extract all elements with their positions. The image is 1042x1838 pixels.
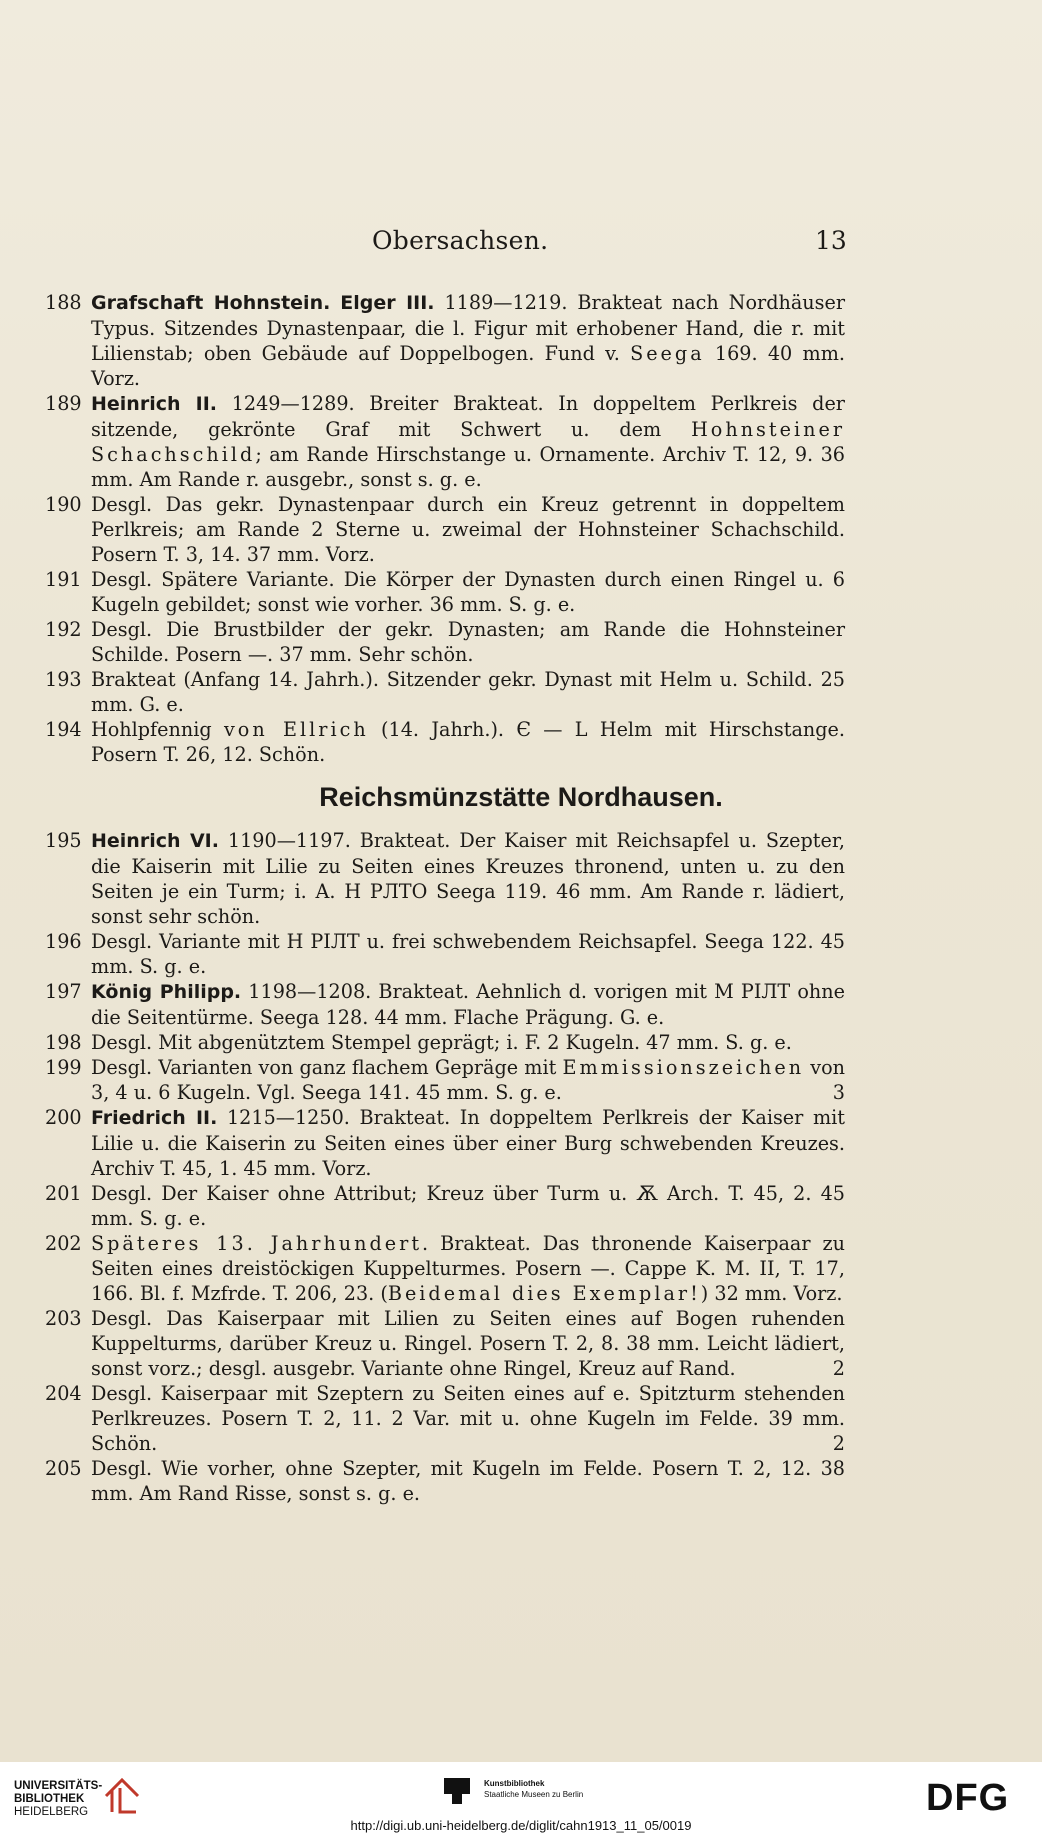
kunstbibliothek-label [484,1778,583,1800]
entry-text-rest-2: ) 32 mm. Vorz. [700,1282,843,1305]
entry-number: 195 [45,829,82,852]
kunstbibliothek-logo-icon [444,1778,470,1804]
entry-text: Desgl. Wie vorher, ohne Szepter, mit Kugeln im Felde. Posern T. 2, 12. 38 mm. Am Rand Risse, sonst s. g. e. [91,1457,845,1505]
entry-spaced-text-2: Beidemal dies Exemplar! [387,1282,701,1305]
kb-line2: Staatliche Museen zu Berlin [484,1790,584,1799]
entry-spaced-text: Hohnsteiner Schachschild [91,418,845,466]
entries-hohnstein [45,290,845,767]
ub-line1: UNIVERSITÄTS- [14,1780,103,1792]
entry-text: Desgl. Varianten von ganz flachem Gepräge mit [91,1056,563,1079]
catalog-entry [45,617,845,667]
entry-text: Desgl. Die Brustbilder der gekr. Dynasten; am Rande die Hohnsteiner Schilde. Posern —. 37 mm. Sehr schön. [91,618,845,666]
entry-text: Desgl. Variante mit H PIЛT u. frei schwebendem Reichsapfel. Seega 122. 45 mm. S. g. e. [91,930,845,978]
entry-text: Desgl. Der Kaiser ohne Attribut; Kreuz über Turm u. Ѫ Arch. T. 45, 2. 45 mm. S. g. e. [91,1182,845,1230]
entry-number: 204 [45,1382,82,1405]
entry-number: 189 [45,392,82,415]
entry-number: 188 [45,291,82,314]
footer-bar [0,1762,1042,1838]
entry-count: 2 [832,1357,845,1380]
entry-text-rest: (14. Jahrh.). Є — L Helm mit Hirschstange. Posern T. 26, 12. Schön. [91,718,845,766]
entry-number: 205 [45,1457,82,1480]
entry-number: 193 [45,668,82,691]
catalog-entry [45,717,845,767]
entry-text: Desgl. Kaiserpaar mit Szeptern zu Seiten eines auf e. Spitzturm stehenden Perlkreuzes. Posern T. 2, 11. 2 Var. mit u. ohne Kugeln im Felde. 39 mm. Schön. [91,1382,845,1455]
catalog-entry [45,1055,845,1105]
catalog-entry [45,1381,845,1456]
entry-text-rest: 169. 40 mm. Vorz. [91,342,845,390]
entry-number: 194 [45,718,82,741]
entry-number: 203 [45,1307,82,1330]
catalog-entry [45,391,845,492]
entry-text: 1249—1289. Breiter Brakteat. In doppeltem Perlkreis der sitzende, gekrönte Graf mit Schwert u. dem [91,392,845,441]
catalog-entry [45,290,845,391]
ub-line2: BIBLIOTHEK [14,1793,85,1805]
entry-text: 1190—1197. Brakteat. Der Kaiser mit Reichsapfel u. Szepter, die Kaiserin mit Lilie zu Seiten eines Kreuzes thronend, unten u. zu den Seiten je ein Turm; i. A. H PЛTO Seega 119. 46 mm. Am Rande r. lädiert, sonst sehr schön. [91,829,845,928]
dfg-logo: DFG [926,1777,1010,1819]
entry-number: 197 [45,980,82,1003]
catalog-entry [45,929,845,979]
entry-count: 3 [832,1081,845,1104]
page-number: 13 [815,226,847,255]
entry-text: Brakteat (Anfang 14. Jahrh.). Sitzender gekr. Dynast mit Helm u. Schild. 25 mm. G. e. [91,668,845,716]
entry-spaced-text: Seega [630,342,705,365]
entry-text: Desgl. Das gekr. Dynastenpaar durch ein Kreuz getrennt in doppeltem Perlkreis; am Rande 2 Sterne u. zweimal der Hohnsteiner Schachschild. Posern T. 3, 14. 37 mm. Vorz. [91,493,845,566]
entry-number: 200 [45,1106,82,1129]
entry-number: 190 [45,493,82,516]
entry-text: Desgl. Spätere Variante. Die Körper der Dynasten durch einen Ringel u. 6 Kugeln gebildet; sonst wie vorher. 36 mm. S. g. e. [91,568,845,616]
catalog-entry [45,1231,845,1306]
entry-heading: Heinrich II. [91,393,218,415]
entry-text: Hohlpfennig [91,718,224,741]
catalog-entry [45,1030,845,1055]
entry-subheading: Elger III. [340,292,435,314]
entry-number: 196 [45,930,82,953]
running-title: Obersachsen. [372,226,549,255]
section-title: Reichsmünzstätte Nordhausen. [319,782,723,812]
entry-number: 201 [45,1182,82,1205]
entry-number: 199 [45,1056,82,1079]
entry-spaced-text: von Ellrich [223,718,369,741]
page-header [0,226,1042,256]
entry-heading: König Philipp. [91,981,242,1003]
entry-spaced-text: Späteres 13. Jahrhundert [91,1232,423,1255]
ub-heidelberg-label[interactable] [14,1780,102,1819]
entry-text: 1189—1219. Brakteat nach Nordhäuser Typus. Sitzendes Dynastenpaar, die l. Figur mit erhobener Hand, die r. mit Lilienstab; oben Gebäude auf Doppelbogen. Fund v. [91,291,846,365]
catalog-entry [45,1306,845,1381]
catalog-entry [45,979,845,1030]
catalog-entry [45,828,845,929]
entry-text: Desgl. Das Kaiserpaar mit Lilien zu Seiten eines auf Bogen ruhenden Kuppelturms, darüber Kreuz u. Ringel. Posern T. 2, 8. 38 mm. Leicht lädiert, sonst vorz.; desgl. ausgebr. Variante ohne Ringel, Kreuz auf Rand. [91,1307,845,1380]
entry-heading: Grafschaft Hohnstein. [91,292,331,314]
entry-text-rest: von 3, 4 u. 6 Kugeln. Vgl. Seega 141. 45 mm. S. g. e. [91,1056,845,1104]
entry-number: 191 [45,568,82,591]
catalog-entry [45,667,845,717]
catalog-entry [45,1456,845,1506]
ub-heidelberg-logo-icon [102,1776,142,1816]
kb-line1: Kunstbibliothek [484,1779,545,1788]
catalog-entry [45,567,845,617]
entry-text: Desgl. Mit abgenütztem Stempel geprägt; i. F. 2 Kugeln. 47 mm. S. g. e. [91,1031,792,1054]
catalog-entry [45,1181,845,1231]
catalog-entry [45,492,845,567]
entry-text: 1215—1250. Brakteat. In doppeltem Perlkreis der Kaiser mit Lilie u. die Kaiserin zu Seiten eines über einer Burg schwebenden Kreuzes. Archiv T. 45, 1. 45 mm. Vorz. [91,1106,846,1180]
entry-number: 192 [45,618,82,641]
catalog-entry [45,1105,845,1181]
entry-text: 1198—1208. Brakteat. Aehnlich d. vorigen mit M PIЛT ohne die Seitentürme. Seega 128. 44 mm. Flache Prägung. G. e. [91,980,845,1029]
permalink-url[interactable]: http://digi.ub.uni-heidelberg.de/diglit/cahn1913_11_05/0019 [350,1818,692,1833]
ub-line3: HEIDELBERG [14,1806,89,1818]
entry-heading: Friedrich II. [91,1107,218,1129]
entry-heading: Heinrich VI. [91,830,219,852]
entry-spaced-text: Emmissionszeichen [562,1056,805,1079]
entry-number: 198 [45,1031,82,1054]
entry-count: 2 [832,1432,845,1455]
entry-text-rest: ; am Rande Hirschstange u. Ornamente. Archiv T. 12, 9. 36 mm. Am Rande r. ausgebr., sonst s. g. e. [91,443,845,491]
entry-number: 202 [45,1232,82,1255]
entries-nordhausen [45,828,845,1506]
entry-text-rest: . Brakteat. Das thronende Kaiserpaar zu Seiten eines dreistöckigen Kuppelturmes. Posern —. Cappe K. M. II, T. 17, 166. Bl. f. Mzfrde. T. 206, 23. ( [91,1232,845,1305]
